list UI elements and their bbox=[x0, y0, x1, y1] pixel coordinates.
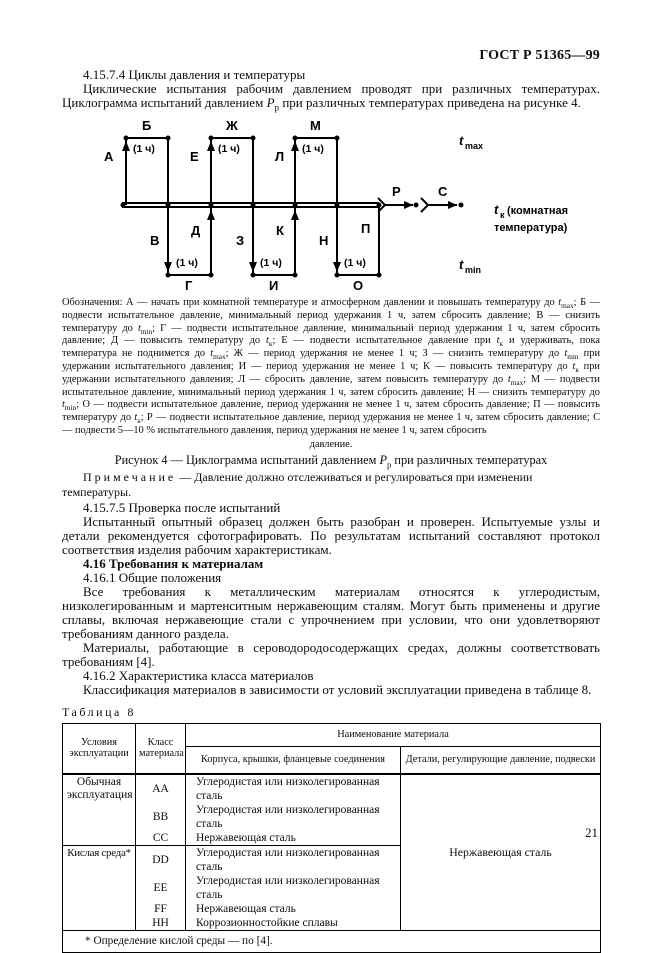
section-41575-paragraph: Испытанный опытный образец должен быть разобран и проверен. Испытуемые узлы и детали рекомендуется сфотографировать. По результатам испытаний составляют протокол соответствия изделия рабочим характеристикам. bbox=[62, 513, 600, 557]
material-cell: Углеродистая или низколегированная сталь bbox=[186, 845, 401, 874]
material-cell: Углеродистая или низколегированная сталь bbox=[186, 803, 401, 831]
column-header-bodies: Корпуса, крышки, фланцевые соединения bbox=[186, 746, 401, 774]
material-cell: Коррозионностойкие сплавы bbox=[186, 916, 401, 931]
condition-group-sour: Кислая среда* bbox=[63, 845, 136, 930]
table-8-body bbox=[63, 774, 601, 953]
class-cell: НН bbox=[136, 916, 186, 931]
condition-group-normal: Обычная эксплуатация bbox=[63, 774, 136, 846]
point-label-k: К bbox=[276, 223, 284, 238]
section-4161-title: 4.16.1 Общие положения bbox=[83, 569, 222, 585]
point-label-s: С bbox=[438, 184, 448, 199]
section-4161-paragraph-1: Все требования к металлическим материалам относятся к углеродистым, низколегированным и мартенситным нержавеющим сталям. Могут быть применены и другие сплавы, включая нержавеющие стали с упрочнением при условии, что они удовлетворяют требованиям данного раздела. bbox=[62, 583, 600, 641]
hold-label-o: (1 ч) bbox=[344, 257, 366, 269]
material-cell: Нержавеющая сталь bbox=[186, 902, 401, 916]
column-header-material: Наименование материала bbox=[186, 723, 601, 746]
section-41575-title: 4.15.7.5 Проверка после испытаний bbox=[83, 499, 281, 515]
parts-material-cell: Нержавеющая сталь bbox=[401, 774, 601, 931]
tmin-var: t bbox=[459, 257, 464, 272]
tk-note-line1: (комнатная bbox=[507, 205, 569, 217]
section-4162-title: 4.16.2 Характеристика класса материалов bbox=[83, 667, 314, 683]
note-text: — Давление должно отслеживаться и регулироваться при изменении температуры. bbox=[62, 469, 533, 499]
class-cell: DD bbox=[136, 845, 186, 874]
page-content bbox=[62, 68, 600, 953]
table-row bbox=[63, 774, 601, 803]
tmax-sub: max bbox=[465, 141, 484, 151]
note-label: Примечание bbox=[83, 469, 177, 484]
column-header-parts: Детали, регулирующие давление, подвески bbox=[401, 746, 601, 774]
class-cell: FF bbox=[136, 902, 186, 916]
point-label-d: Д bbox=[191, 223, 201, 238]
class-cell: СС bbox=[136, 831, 186, 846]
class-cell: ВВ bbox=[136, 803, 186, 831]
material-cell: Углеродистая или низколегированная сталь bbox=[186, 874, 401, 902]
table-8 bbox=[62, 723, 601, 953]
section-4161-paragraph-2: Материалы, работающие в сероводородосодержащих средах, должны соответствовать требованиям [4]. bbox=[62, 639, 600, 669]
cyclogram-diagram bbox=[62, 113, 600, 295]
column-header-class: Класс материала bbox=[136, 723, 186, 774]
hold-label-zh: (1 ч) bbox=[218, 143, 240, 155]
point-label-o: О bbox=[353, 278, 364, 293]
table-footnote: * Определение кислой среды — по [4]. bbox=[63, 930, 601, 952]
point-label-g: Г bbox=[185, 278, 193, 293]
material-cell: Нержавеющая сталь bbox=[186, 831, 401, 846]
point-label-b: Б bbox=[142, 118, 152, 133]
point-label-r: Р bbox=[392, 184, 401, 199]
point-label-p: П bbox=[361, 221, 371, 236]
tmax-var: t bbox=[459, 133, 464, 148]
section-41574-paragraph: Циклические испытания рабочим давлением проводят при различных температурах. Циклограмма испытаний давлением $P_р$ при различных температурах приведена на рисунке 4. bbox=[62, 81, 600, 113]
hold-label-m: (1 ч) bbox=[302, 143, 324, 155]
class-cell: ЕЕ bbox=[136, 874, 186, 902]
hold-label-i: (1 ч) bbox=[260, 257, 282, 269]
table-8-label: Таблица 8 bbox=[62, 704, 136, 719]
note-paragraph bbox=[62, 470, 600, 500]
section-4162-paragraph: Классификация материалов в зависимости от условий эксплуатации приведена в таблице 8. bbox=[83, 681, 592, 697]
material-cell: Углеродистая или низколегированная сталь bbox=[186, 774, 401, 803]
page-number: 21 bbox=[585, 825, 598, 840]
tk-sub: к bbox=[500, 210, 505, 220]
class-cell: АА bbox=[136, 774, 186, 803]
point-label-l: Л bbox=[275, 149, 285, 164]
section-416-title: 4.16 Требования к материалам bbox=[83, 555, 264, 571]
table-footnote-row bbox=[63, 930, 601, 952]
point-label-zh: Ж bbox=[226, 118, 238, 133]
tk-var: t bbox=[494, 202, 499, 217]
point-label-a: А bbox=[104, 149, 114, 164]
standard-designation: ГОСТ Р 51365—99 bbox=[479, 48, 600, 63]
point-label-i: И bbox=[269, 278, 279, 293]
hold-label-b: (1 ч) bbox=[133, 143, 155, 155]
point-label-e: Е bbox=[190, 149, 199, 164]
point-label-m: М bbox=[310, 118, 321, 133]
point-label-v: В bbox=[150, 233, 160, 248]
point-label-z: З bbox=[236, 233, 245, 248]
hold-label-g: (1 ч) bbox=[176, 257, 198, 269]
figure-legend: Обозначения: А — начать при комнатной температуре и атмосферном давлении и повышать температуру до $t_{max}$; Б — подвести испытательное давление, минимальный период удержания 1 ч, затем сбросить давление; В — снизить температуру до $t_{min}$; Г — подвести испытательное давление, минимальный период удержания 1 ч, затем сбросить давление; Д — повысить температуру до $t_к$; Е — подвести испытательное давление при $t_к$ и удерживать, пока температура не поднимется до $t_{max}$; Ж — период удержания не менее 1 ч; З — снизить температуру до $t_{min}$ при удержании испытательного давления; И — период удержания не менее 1 ч; К — повысить температуру до $t_к$ при удержании испытательного давления; Л — сбросить давление, затем повысить температуру до $t_{max}$; М — подвести испытательное давление, минимальный период удержания 1 ч, затем сбросить давление; Н — снизить температуру до $t_{min}$; О — подвести испытательное давление, период удержания не менее 1 ч, затем сбросить давление; П — повысить температуру до $t_к$; Р — подвести испытательное давление, период удержания не менее 1 ч, затем сбросить давление; С — подвести 5—10 % испытательного давления, период удержания не менее 1 ч, затем сбросить bbox=[62, 297, 601, 436]
table-8-header bbox=[63, 723, 601, 774]
tk-note-line2: температура) bbox=[494, 222, 568, 234]
figure-legend-last-line: давление. bbox=[309, 438, 353, 450]
point-label-n: Н bbox=[319, 233, 329, 248]
column-header-conditions: Условия эксплуатации bbox=[63, 723, 136, 774]
figure-caption: Рисунок 4 — Циклограмма испытаний давлением $P_р$ при различных температурах bbox=[114, 452, 548, 470]
section-41574-title: 4.15.7.4 Циклы давления и температуры bbox=[83, 67, 306, 82]
tmin-sub: min bbox=[465, 265, 482, 275]
